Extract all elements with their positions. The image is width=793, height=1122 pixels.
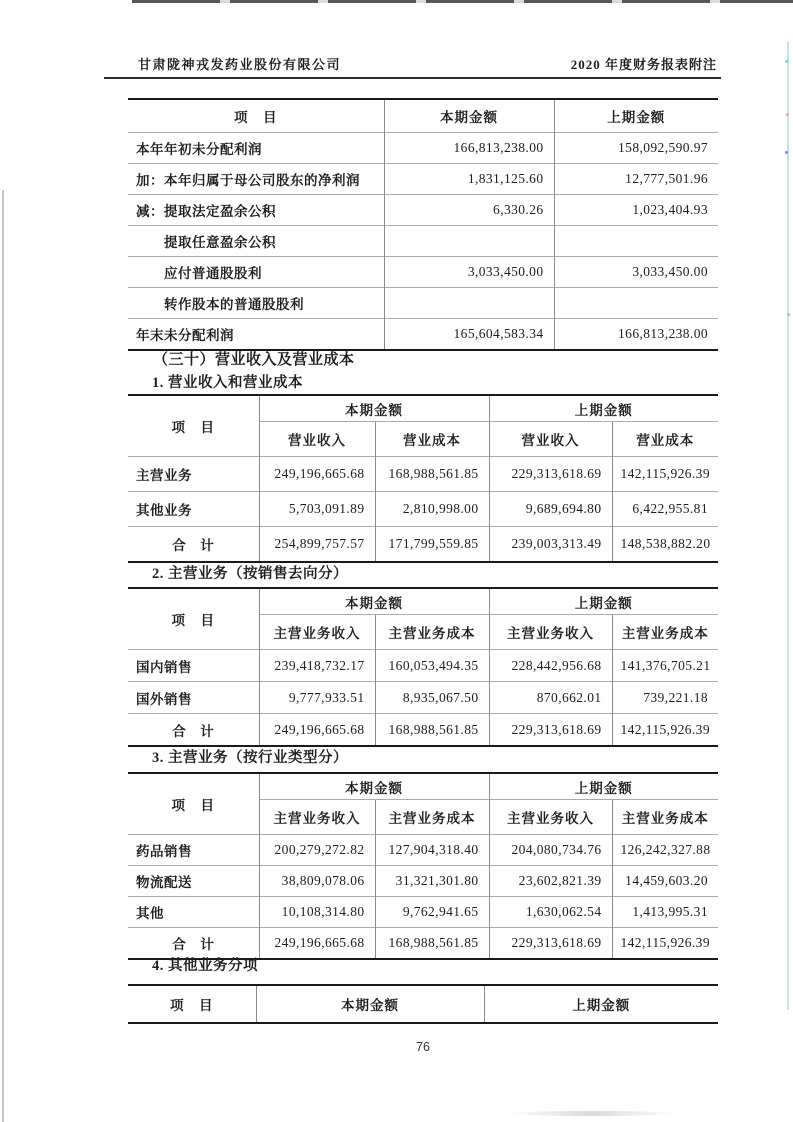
amount-cell [384,226,554,257]
amount-cell: 166,813,238.00 [554,319,718,351]
amount-cell [554,288,718,319]
subcolumn-header: 主营业务收入 [489,800,612,835]
subcolumn-header: 营业成本 [612,422,718,457]
scan-artifact-left-edge [2,190,4,1122]
table-header-row [128,99,718,133]
row-label: 转作股本的普通股股利 [128,288,384,319]
column-header-item: 项 目 [171,613,215,628]
amount-cell: 9,777,933.51 [259,682,375,714]
total-label: 合 计 [128,928,259,960]
subcolumn-header: 主营业务成本 [375,615,489,650]
scan-speck [785,151,788,154]
amount-cell: 10,108,314.80 [259,897,375,928]
revenue-cost-table [128,394,718,563]
amount-cell: 739,221.18 [612,682,718,714]
amount-cell: 249,196,665.68 [259,928,375,960]
amount-cell: 165,604,583.34 [384,319,554,351]
column-header-prior: 上期金额 [489,588,718,615]
amount-cell: 1,023,404.93 [554,195,718,226]
table-row [128,866,718,897]
amount-cell: 249,196,665.68 [259,714,375,747]
column-header-prior: 上期金额 [554,99,718,133]
table-row [128,133,718,164]
column-header-item: 项 目 [234,110,278,125]
page-number: 76 [416,1040,430,1054]
table-row [128,319,718,351]
column-header-prior: 上期金额 [484,985,718,1023]
subcolumn-header: 营业收入 [259,422,375,457]
table-row [128,650,718,682]
table-row [128,195,718,226]
amount-cell: 204,080,734.76 [489,835,612,866]
amount-cell: 126,242,327.88 [612,835,718,866]
column-header-prior: 上期金额 [489,773,718,800]
subcolumn-header: 主营业务成本 [375,800,489,835]
column-header-current: 本期金额 [256,985,484,1023]
column-header-item: 项 目 [171,798,215,813]
row-label: 药品销售 [128,835,259,866]
amount-cell: 249,196,665.68 [259,457,375,492]
amount-cell: 200,279,272.82 [259,835,375,866]
subcolumn-header: 营业收入 [489,422,612,457]
subcolumn-header: 主营业务成本 [612,800,718,835]
subcolumn-header: 主营业务收入 [259,800,375,835]
row-label: 其他 [128,897,259,928]
amount-cell: 168,988,561.85 [375,714,489,747]
scan-speck [786,113,789,116]
amount-cell: 6,330.26 [384,195,554,226]
table-header-row [128,588,718,615]
amount-cell: 141,376,705.21 [612,650,718,682]
document-title: 2020 年度财务报表附注 [570,57,717,72]
column-header-current: 本期金额 [259,588,489,615]
amount-cell: 168,988,561.85 [375,928,489,960]
row-label: 应付普通股股利 [128,257,384,288]
subsection-title-3: 3. 主营业务（按行业类型分） [152,750,348,766]
amount-cell: 239,418,732.17 [259,650,375,682]
amount-cell: 171,799,559.85 [375,527,489,563]
table-row [128,492,718,527]
amount-cell: 12,777,501.96 [554,164,718,195]
total-row [128,527,718,563]
amount-cell: 229,313,618.69 [489,714,612,747]
table-header-row [128,985,718,1023]
amount-cell: 2,810,998.00 [375,492,489,527]
subsection-title-2: 2. 主营业务（按销售去向分） [152,566,348,582]
subcolumn-header: 主营业务收入 [259,615,375,650]
subcolumn-header: 主营业务成本 [612,615,718,650]
amount-cell [384,288,554,319]
amount-cell: 229,313,618.69 [489,457,612,492]
amount-cell: 142,115,926.39 [612,714,718,747]
amount-cell: 23,602,821.39 [489,866,612,897]
subcolumn-header: 主营业务收入 [489,615,612,650]
row-label: 提取任意盈余公积 [128,226,384,257]
amount-cell: 3,033,450.00 [554,257,718,288]
subcolumn-header: 营业成本 [375,422,489,457]
table-row [128,835,718,866]
amount-cell: 166,813,238.00 [384,133,554,164]
amount-cell: 8,935,067.50 [375,682,489,714]
table-row [128,682,718,714]
row-label: 其他业务 [128,492,259,527]
row-label: 减：提取法定盈余公积 [128,195,384,226]
table-row [128,457,718,492]
row-label: 主营业务 [128,457,259,492]
amount-cell: 168,988,561.85 [375,457,489,492]
amount-cell: 6,422,955.81 [612,492,718,527]
table-row [128,288,718,319]
table-row [128,257,718,288]
column-header-item: 项 目 [170,998,214,1013]
table-row [128,164,718,195]
sales-destination-table [128,587,718,747]
row-label: 加：本年归属于母公司股东的净利润 [128,164,384,195]
amount-cell: 228,442,956.68 [489,650,612,682]
amount-cell: 229,313,618.69 [489,928,612,960]
amount-cell: 1,413,995.31 [612,897,718,928]
column-header-current: 本期金额 [259,773,489,800]
amount-cell: 142,115,926.39 [612,928,718,960]
amount-cell: 239,003,313.49 [489,527,612,563]
row-label: 国内销售 [128,650,259,682]
table-header-row [128,773,718,800]
column-header-current: 本期金额 [259,395,489,422]
header-rule [104,77,721,79]
section-title: （三十）营业收入及营业成本 [153,352,355,368]
amount-cell: 870,662.01 [489,682,612,714]
total-label: 合 计 [128,527,259,563]
column-header-item: 项 目 [171,420,215,435]
scan-speck [787,313,790,316]
amount-cell: 127,904,318.40 [375,835,489,866]
row-label: 物流配送 [128,866,259,897]
scan-artifact-right-edge [787,42,789,1010]
amount-cell: 254,899,757.57 [259,527,375,563]
amount-cell: 1,630,062.54 [489,897,612,928]
table-header-row [128,395,718,422]
amount-cell [554,226,718,257]
amount-cell: 158,092,590.97 [554,133,718,164]
industry-type-table [128,772,718,960]
table-row [128,226,718,257]
subsection-title-1: 1. 营业收入和营业成本 [152,375,303,391]
table-row [128,897,718,928]
other-business-table [128,984,718,1024]
row-label: 年末未分配利润 [128,319,384,351]
amount-cell: 3,033,450.00 [384,257,554,288]
profit-distribution-table [128,98,718,351]
scan-speck [785,60,788,63]
subsection-title-4: 4. 其他业务分项 [152,958,258,974]
amount-cell: 5,703,091.89 [259,492,375,527]
amount-cell: 148,538,882.20 [612,527,718,563]
amount-cell: 9,689,694.80 [489,492,612,527]
amount-cell: 31,321,301.80 [375,866,489,897]
total-row [128,714,718,747]
row-label: 国外销售 [128,682,259,714]
amount-cell: 142,115,926.39 [612,457,718,492]
amount-cell: 1,831,125.60 [384,164,554,195]
scan-smudge [508,1111,676,1116]
row-label: 本年年初未分配利润 [128,133,384,164]
amount-cell: 160,053,494.35 [375,650,489,682]
company-name: 甘肃陇神戎发药业股份有限公司 [138,57,342,72]
amount-cell: 38,809,078.06 [259,866,375,897]
amount-cell: 9,762,941.65 [375,897,489,928]
total-label: 合 计 [128,714,259,747]
amount-cell: 14,459,603.20 [612,866,718,897]
scan-artifact-top-edge [132,0,793,3]
column-header-prior: 上期金额 [489,395,718,422]
column-header-current: 本期金额 [384,99,554,133]
